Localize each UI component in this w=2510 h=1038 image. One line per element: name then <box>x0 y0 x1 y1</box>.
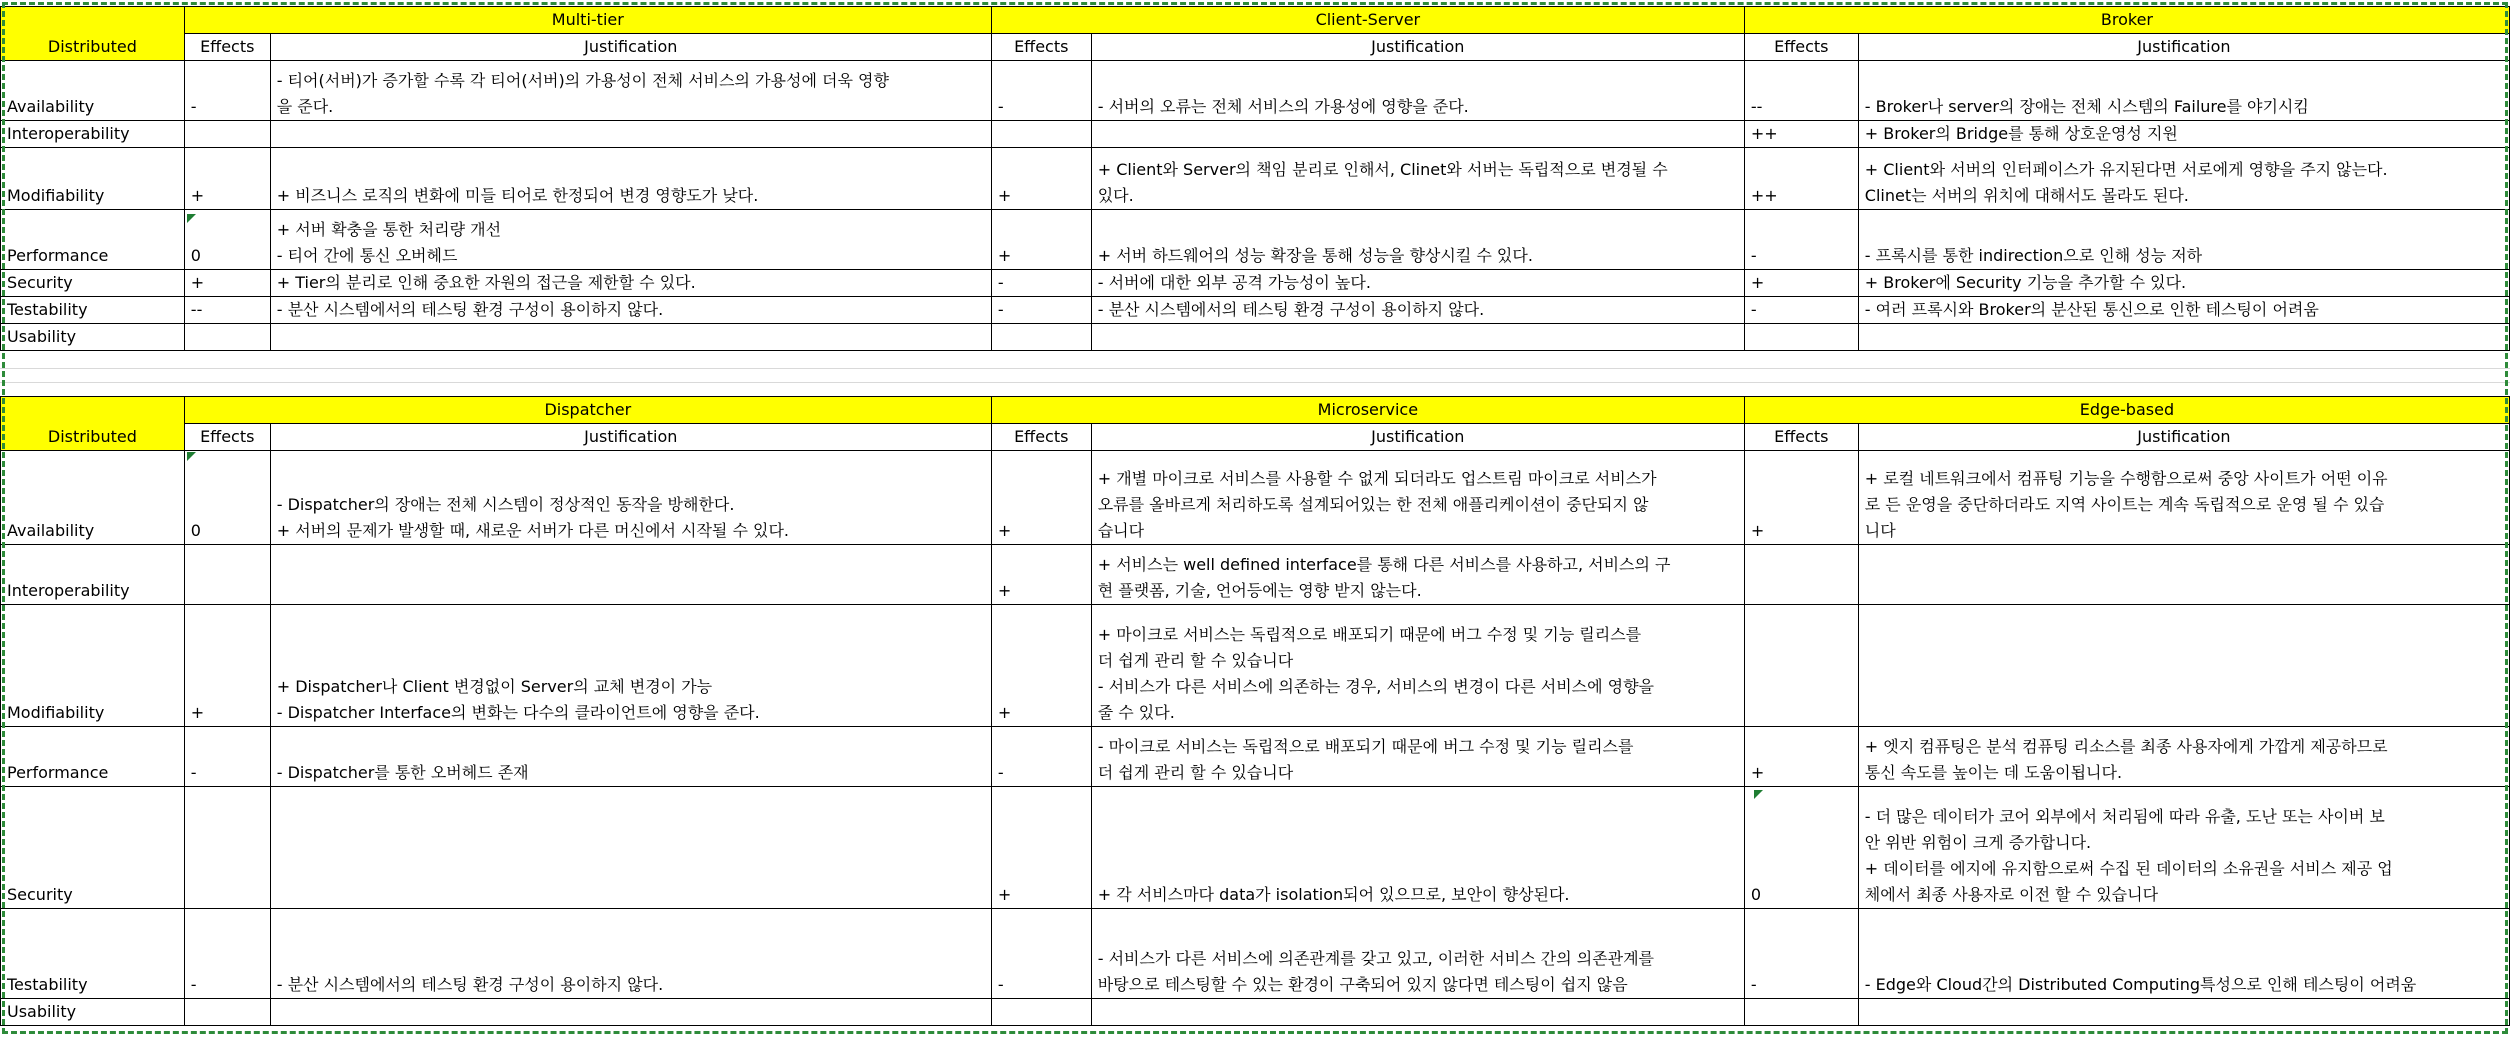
comment-marker-icon <box>187 452 196 461</box>
justification-line: 오류를 올바르게 처리하도록 설계되어있는 한 전체 애플리케이션이 중단되지 않 <box>1097 495 1649 514</box>
justification-line: + 서버의 문제가 발생할 때, 새로운 서버가 다른 머신에서 시작될 수 있다. <box>276 521 790 540</box>
justification-cell[interactable] <box>1858 324 2509 351</box>
justification-line: - 더 많은 데이터가 코어 외부에서 처리됨에 따라 유출, 도난 또는 사이버 보 <box>1864 807 2385 826</box>
justification-line: - 여러 프록시와 Broker의 분산된 통신으로 인한 테스팅이 어려움 <box>1864 300 2319 319</box>
justification-cell[interactable] <box>270 210 991 270</box>
effects-cell[interactable]: + <box>991 605 1091 727</box>
justification-line: 바탕으로 테스팅할 수 있는 환경이 구축되어 있지 않다면 테스팅이 쉽지 않음 <box>1097 975 1628 994</box>
effects-cell[interactable]: -- <box>1744 61 1858 121</box>
effects-cell[interactable]: - <box>991 270 1091 297</box>
justification-line: + 서버 하드웨어의 성능 확장을 통해 성능을 향상시킬 수 있다. <box>1097 246 1533 265</box>
justification-cell[interactable] <box>270 999 991 1026</box>
justification-line: + 개별 마이크로 서비스를 사용할 수 없게 되더라도 업스트림 마이크로 서비스가 <box>1097 469 1657 488</box>
justification-line: - 분산 시스템에서의 테스팅 환경 구성이 용이하지 않다. <box>276 975 664 994</box>
effects-cell[interactable] <box>1744 999 1858 1026</box>
table-row <box>1 210 2510 270</box>
justification-cell[interactable] <box>1858 787 2509 909</box>
effects-cell[interactable]: ++ <box>1744 148 1858 210</box>
justification-cell[interactable] <box>270 909 991 999</box>
attribute-name[interactable]: Testability <box>1 297 185 324</box>
justification-cell[interactable] <box>270 61 991 121</box>
justification-line: - 마이크로 서비스는 독립적으로 배포되기 때문에 버그 수정 및 기능 릴리스를 <box>1097 737 1634 756</box>
effects-cell[interactable] <box>1744 545 1858 605</box>
effects-cell[interactable]: - <box>991 61 1091 121</box>
justification-line: 체에서 최종 사용자로 이전 할 수 있습니다 <box>1864 885 2159 904</box>
justification-cell[interactable] <box>270 605 991 727</box>
justification-cell[interactable] <box>270 727 991 787</box>
style-name-edge-based[interactable]: Edge-based <box>1744 397 2509 424</box>
justification-line: - Broker나 server의 장애는 전체 시스템의 Failure를 야기시킴 <box>1864 97 2309 116</box>
effects-cell[interactable]: - <box>184 909 270 999</box>
table-row <box>1 61 2510 121</box>
justification-cell[interactable] <box>1858 909 2509 999</box>
justification-cell[interactable] <box>270 297 991 324</box>
table-row <box>1 270 2510 297</box>
attribute-name[interactable]: Security <box>1 787 185 909</box>
table-row <box>1 605 2510 727</box>
comment-marker-icon <box>187 214 196 223</box>
justification-line: 더 쉽게 관리 할 수 있습니다 <box>1097 763 1294 782</box>
effects-cell[interactable] <box>1744 605 1858 727</box>
justification-cell[interactable] <box>1858 148 2509 210</box>
effects-cell[interactable]: - <box>1744 297 1858 324</box>
justification-line: 통신 속도를 높이는 데 도움이됩니다. <box>1864 763 2123 782</box>
justification-line: - 분산 시스템에서의 테스팅 환경 구성이 용이하지 않다. <box>276 300 664 319</box>
quality-attribute-table <box>0 396 2510 1026</box>
justification-cell[interactable] <box>1091 909 1744 999</box>
justification-cell[interactable] <box>1858 61 2509 121</box>
justification-line: - 서비스가 다른 서비스에 의존관계를 갖고 있고, 이러한 서비스 간의 의존관계를 <box>1097 949 1655 968</box>
style-header-row <box>1 397 2510 424</box>
effects-cell[interactable]: 0 <box>184 451 270 545</box>
attribute-name[interactable]: Performance <box>1 727 185 787</box>
justification-line: 있다. <box>1097 186 1134 205</box>
attribute-name[interactable]: Performance <box>1 210 185 270</box>
attribute-name[interactable]: Interoperability <box>1 545 185 605</box>
attribute-name[interactable]: Availability <box>1 451 185 545</box>
justification-cell[interactable] <box>270 787 991 909</box>
comment-marker-icon <box>1754 790 1763 799</box>
effects-cell[interactable]: - <box>991 297 1091 324</box>
justification-cell[interactable] <box>1858 121 2509 148</box>
effects-cell[interactable]: -- <box>184 297 270 324</box>
attribute-name[interactable]: Modifiability <box>1 605 185 727</box>
justification-line: 을 준다. <box>276 97 334 116</box>
justification-cell[interactable] <box>1858 297 2509 324</box>
justification-cell[interactable] <box>270 270 991 297</box>
effects-cell[interactable]: + <box>991 787 1091 909</box>
justification-line: + Client와 서버의 인터페이스가 유지된다면 서로에게 영향을 주지 않는다. <box>1864 160 2388 179</box>
justification-cell[interactable] <box>270 148 991 210</box>
justification-line: Clinet는 서버의 위치에 대해서도 몰라도 된다. <box>1864 186 2189 205</box>
justification-line: - 서버에 대한 외부 공격 가능성이 높다. <box>1097 273 1371 292</box>
justification-line: - Dispatcher Interface의 변화는 다수의 클라이언트에 영향을 준다. <box>276 703 760 722</box>
effects-header[interactable]: Effects <box>991 34 1091 61</box>
effects-cell[interactable]: - <box>184 61 270 121</box>
justification-cell[interactable] <box>1858 545 2509 605</box>
effects-header[interactable]: Effects <box>1744 424 1858 451</box>
justification-line: + 서비스는 well defined interface를 통해 다른 서비스를 사용하고, 서비스의 구 <box>1097 555 1671 574</box>
justification-line: 줄 수 있다. <box>1097 703 1175 722</box>
justification-header[interactable]: Justification <box>1091 34 1744 61</box>
effects-cell[interactable]: + <box>991 451 1091 545</box>
justification-line: - Dispatcher의 장애는 전체 시스템이 정상적인 동작을 방해한다. <box>276 495 735 514</box>
justification-cell[interactable] <box>1858 605 2509 727</box>
table-row <box>1 909 2510 999</box>
attribute-name[interactable]: Usability <box>1 324 185 351</box>
style-name-microservice[interactable]: Microservice <box>991 397 1744 424</box>
justification-header[interactable]: Justification <box>270 424 991 451</box>
effects-header[interactable]: Effects <box>184 424 270 451</box>
justification-line: - Edge와 Cloud간의 Distributed Computing특성으로 인해 테스팅이 어려움 <box>1864 975 2417 994</box>
attribute-name[interactable]: Security <box>1 270 185 297</box>
effects-cell[interactable]: - <box>1744 909 1858 999</box>
style-name-dispatcher[interactable]: Dispatcher <box>184 397 991 424</box>
justification-line: + 마이크로 서비스는 독립적으로 배포되기 때문에 버그 수정 및 기능 릴리스를 <box>1097 625 1642 644</box>
effects-cell[interactable]: + <box>1744 727 1858 787</box>
justification-line: + Broker에 Security 기능을 추가할 수 있다. <box>1864 273 2187 292</box>
table-row <box>1 545 2510 605</box>
effects-cell[interactable]: 0 <box>1744 787 1858 909</box>
justification-cell[interactable] <box>1858 727 2509 787</box>
effects-cell[interactable]: + <box>991 148 1091 210</box>
justification-cell[interactable] <box>1858 210 2509 270</box>
attribute-name[interactable]: Availability <box>1 61 185 121</box>
justification-line: + Tier의 분리로 인해 중요한 자원의 접근을 제한할 수 있다. <box>276 273 696 292</box>
justification-line: + Broker의 Bridge를 통해 상호운영성 지원 <box>1864 124 2178 143</box>
justification-line: 현 플랫폼, 기술, 언어등에는 영향 받지 않는다. <box>1097 581 1422 600</box>
effects-cell[interactable] <box>184 324 270 351</box>
effects-cell[interactable]: + <box>991 545 1091 605</box>
justification-cell[interactable] <box>1091 727 1744 787</box>
justification-line: - 티어(서버)가 증가할 수록 각 티어(서버)의 가용성이 전체 서비스의 가용성에 더욱 영향 <box>276 71 889 90</box>
justification-line: - 서버의 오류는 전체 서비스의 가용성에 영향을 준다. <box>1097 97 1469 116</box>
effects-cell[interactable]: - <box>991 727 1091 787</box>
effects-cell[interactable] <box>184 545 270 605</box>
effects-cell[interactable]: + <box>991 210 1091 270</box>
table-row <box>1 324 2510 351</box>
attribute-name[interactable]: Testability <box>1 909 185 999</box>
effects-cell[interactable] <box>991 999 1091 1026</box>
effects-cell[interactable]: 0 <box>184 210 270 270</box>
effects-cell[interactable]: + <box>1744 270 1858 297</box>
table-row <box>1 727 2510 787</box>
effects-header[interactable]: Effects <box>1744 34 1858 61</box>
justification-cell[interactable] <box>1091 297 1744 324</box>
effects-cell[interactable] <box>991 324 1091 351</box>
justification-cell[interactable] <box>1091 210 1744 270</box>
effects-cell[interactable]: + <box>1744 451 1858 545</box>
justification-cell[interactable] <box>270 324 991 351</box>
effects-header[interactable]: Effects <box>184 34 270 61</box>
justification-cell[interactable] <box>1091 270 1744 297</box>
effects-cell[interactable]: - <box>184 727 270 787</box>
justification-cell[interactable] <box>1091 121 1744 148</box>
attribute-name[interactable]: Interoperability <box>1 121 185 148</box>
effects-cell[interactable]: + <box>184 270 270 297</box>
effects-cell[interactable]: + <box>184 605 270 727</box>
justification-cell[interactable] <box>1091 999 1744 1026</box>
justification-cell[interactable] <box>1858 270 2509 297</box>
justification-cell[interactable] <box>1858 451 2509 545</box>
justification-header[interactable]: Justification <box>270 34 991 61</box>
style-name-client-server[interactable]: Client-Server <box>991 7 1744 34</box>
justification-line: - Dispatcher를 통한 오버헤드 존재 <box>276 763 529 782</box>
justification-header[interactable]: Justification <box>1858 424 2509 451</box>
sub-header-row <box>1 424 2510 451</box>
justification-cell[interactable] <box>270 121 991 148</box>
effects-cell[interactable]: + <box>184 148 270 210</box>
empty-row-gridline <box>0 382 2510 383</box>
table-row <box>1 121 2510 148</box>
justification-cell[interactable] <box>1091 148 1744 210</box>
effects-cell[interactable] <box>184 121 270 148</box>
justification-header[interactable]: Justification <box>1858 34 2509 61</box>
justification-line: 습니다 <box>1097 521 1145 540</box>
justification-line: 안 위반 위험이 크게 증가합니다. <box>1864 833 2092 852</box>
justification-line: + Dispatcher나 Client 변경없이 Server의 교체 변경이 가능 <box>276 677 713 696</box>
corner-label[interactable]: Distributed <box>1 7 185 61</box>
justification-line: 로 든 운영을 중단하더라도 지역 사이트는 계속 독립적으로 운영 될 수 있습 <box>1864 495 2385 514</box>
effects-cell[interactable] <box>991 121 1091 148</box>
justification-cell[interactable] <box>1091 545 1744 605</box>
effects-cell[interactable]: - <box>1744 210 1858 270</box>
style-header-row <box>1 7 2510 34</box>
justification-line: + Client와 Server의 책임 분리로 인해서, Clinet와 서버는 독립적으로 변경될 수 <box>1097 160 1668 179</box>
style-name-broker[interactable]: Broker <box>1744 7 2509 34</box>
effects-header[interactable]: Effects <box>991 424 1091 451</box>
effects-cell[interactable]: ++ <box>1744 121 1858 148</box>
effects-cell[interactable] <box>184 999 270 1026</box>
quality-attribute-table <box>0 6 2510 351</box>
justification-line: + 엣지 컴퓨팅은 분석 컴퓨팅 리소스를 최종 사용자에게 가깝게 제공하므로 <box>1864 737 2388 756</box>
effects-cell[interactable] <box>184 787 270 909</box>
justification-cell[interactable] <box>1091 61 1744 121</box>
style-name-multi-tier[interactable]: Multi-tier <box>184 7 991 34</box>
justification-cell[interactable] <box>270 451 991 545</box>
justification-line: - 프록시를 통한 indirection으로 인해 성능 저하 <box>1864 246 2203 265</box>
table-row <box>1 148 2510 210</box>
justification-cell[interactable] <box>1091 451 1744 545</box>
table-row <box>1 787 2510 909</box>
table-row <box>1 451 2510 545</box>
sub-header-row <box>1 34 2510 61</box>
justification-header[interactable]: Justification <box>1091 424 1744 451</box>
justification-cell[interactable] <box>270 545 991 605</box>
justification-line: + 각 서비스마다 data가 isolation되어 있으므로, 보안이 향상된다. <box>1097 885 1570 904</box>
effects-cell[interactable] <box>1744 324 1858 351</box>
justification-line: + 서버 확충을 통한 처리량 개선 <box>276 220 502 239</box>
corner-label[interactable]: Distributed <box>1 397 185 451</box>
justification-cell[interactable] <box>1091 787 1744 909</box>
justification-cell[interactable] <box>1091 605 1744 727</box>
attribute-name[interactable]: Usability <box>1 999 185 1026</box>
justification-line: + 데이터를 에지에 유지함으로써 수집 된 데이터의 소유권을 서비스 제공 업 <box>1864 859 2393 878</box>
effects-cell[interactable]: - <box>991 909 1091 999</box>
justification-line: + 로컬 네트워크에서 컴퓨팅 기능을 수행함으로써 중앙 사이트가 어떤 이유 <box>1864 469 2388 488</box>
table-row <box>1 297 2510 324</box>
justification-cell[interactable] <box>1091 324 1744 351</box>
attribute-name[interactable]: Modifiability <box>1 148 185 210</box>
justification-line: - 서비스가 다른 서비스에 의존하는 경우, 서비스의 변경이 다른 서비스에 영향을 <box>1097 677 1655 696</box>
justification-line: 더 쉽게 관리 할 수 있습니다 <box>1097 651 1294 670</box>
justification-line: 니다 <box>1864 521 1896 540</box>
empty-row-gridline <box>0 368 2510 369</box>
table-row <box>1 999 2510 1026</box>
justification-line: + 비즈니스 로직의 변화에 미들 티어로 한정되어 변경 영향도가 낮다. <box>276 186 759 205</box>
justification-line: - 분산 시스템에서의 테스팅 환경 구성이 용이하지 않다. <box>1097 300 1485 319</box>
justification-cell[interactable] <box>1858 999 2509 1026</box>
justification-line: - 티어 간에 통신 오버헤드 <box>276 246 458 265</box>
